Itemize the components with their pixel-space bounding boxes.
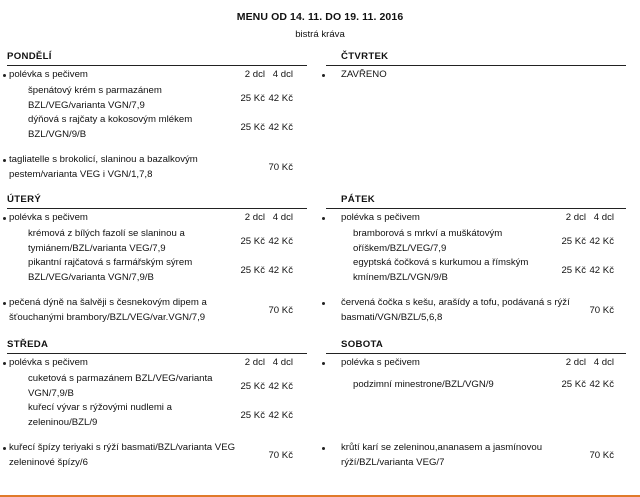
price-small: 25 Kč — [240, 122, 265, 133]
bullet-icon — [322, 74, 325, 77]
bullet-icon — [322, 362, 325, 365]
main-price: 70 Kč — [589, 305, 614, 316]
day-title-tuesday: ÚTERÝ — [7, 194, 42, 205]
price-large: 42 Kč — [268, 381, 293, 392]
size-large: 4 dcl — [272, 212, 293, 223]
size-small: 2 dcl — [244, 357, 265, 368]
soup-label: polévka s pečivem — [341, 357, 420, 368]
bullet-icon — [322, 217, 325, 220]
main-price: 70 Kč — [589, 450, 614, 461]
day-title-friday: PÁTEK — [341, 194, 376, 205]
menu-title: MENU OD 14. 11. DO 19. 11. 2016 — [236, 11, 404, 23]
item-desc-line: šťouchanými brambory/BZL/VEG/var.VGN/7,9 — [9, 312, 206, 323]
item-desc-line: tymiánem/BZL/varianta VEG/7,9 — [28, 243, 166, 254]
closed-notice: ZAVŘENO — [341, 69, 387, 80]
price-small: 25 Kč — [240, 410, 265, 421]
price-large: 42 Kč — [268, 93, 293, 104]
divider — [7, 208, 307, 209]
item-desc-line: červená čočka s kešu, arašídy a tofu, podávaná s rýží — [341, 297, 570, 308]
item-desc-line: tagliatelle s brokolicí, slaninou a bazalkovým — [9, 154, 198, 165]
main-price: 70 Kč — [268, 450, 293, 461]
soup-label: polévka s pečivem — [9, 69, 88, 80]
item-desc-line: rýží/BZL/varianta VEG/7 — [341, 457, 445, 468]
day-thursday — [326, 51, 626, 80]
day-monday — [7, 51, 307, 180]
day-wednesday — [7, 339, 307, 468]
item-desc-line: špenátový krém s parmazánem — [28, 85, 162, 96]
item-desc-line: oříškem/BZL/VEG/7,9 — [353, 243, 447, 254]
item-desc-line: podzimní minestrone/BZL/VGN/9 — [353, 379, 494, 390]
price-small: 25 Kč — [240, 236, 265, 247]
price-large: 42 Kč — [589, 236, 614, 247]
price-large: 42 Kč — [268, 410, 293, 421]
bullet-icon — [3, 217, 6, 220]
day-saturday — [326, 339, 626, 468]
item-desc-line: zeleninové špízy/6 — [9, 457, 88, 468]
price-large: 42 Kč — [268, 236, 293, 247]
day-title-wednesday: STŘEDA — [7, 339, 49, 350]
item-desc-line: BZL/VEG/varianta VGN/7,9 — [28, 100, 145, 111]
size-small: 2 dcl — [565, 212, 586, 223]
divider — [326, 353, 626, 354]
soup-label: polévka s pečivem — [9, 357, 88, 368]
restaurant-name: bistrá kráva — [295, 29, 345, 40]
size-large: 4 dcl — [593, 212, 614, 223]
size-large: 4 dcl — [593, 357, 614, 368]
bullet-icon — [3, 302, 6, 305]
item-desc-line: pečená dýně na šalvěji s česnekovým dipem a — [9, 297, 207, 308]
item-desc-line: cuketová s parmazánem BZL/VEG/varianta — [28, 373, 213, 384]
item-desc-line: pestem/varianta VEG i VGN/1,7,8 — [9, 169, 153, 180]
main-price: 70 Kč — [268, 305, 293, 316]
bullet-icon — [3, 74, 6, 77]
bullet-icon — [3, 159, 6, 162]
item-desc-line: kmínem/BZL/VGN/9/B — [353, 272, 448, 283]
divider — [326, 208, 626, 209]
divider — [326, 65, 626, 66]
size-small: 2 dcl — [244, 212, 265, 223]
size-large: 4 dcl — [272, 69, 293, 80]
main-price: 70 Kč — [268, 162, 293, 173]
item-desc-line: BZL/VEG/varianta VGN/7,9/B — [28, 272, 154, 283]
price-large: 42 Kč — [589, 379, 614, 390]
day-friday — [326, 194, 626, 323]
size-small: 2 dcl — [565, 357, 586, 368]
price-small: 25 Kč — [240, 381, 265, 392]
price-small: 25 Kč — [240, 265, 265, 276]
day-title-monday: PONDĚLÍ — [7, 51, 52, 62]
bullet-icon — [3, 362, 6, 365]
price-small: 25 Kč — [561, 265, 586, 276]
day-title-thursday: ČTVRTEK — [341, 51, 389, 62]
item-desc-line: VGN/7,9/B — [28, 388, 74, 399]
divider — [7, 65, 307, 66]
bullet-icon — [3, 447, 6, 450]
item-desc-line: krůtí karí se zeleninou,ananasem a jasmínovou — [341, 442, 543, 453]
item-desc-line: pikantní rajčatová s farmářským sýrem — [28, 257, 193, 268]
item-desc-line: egyptská čočková s kurkumou a římským — [353, 257, 529, 268]
price-large: 42 Kč — [589, 265, 614, 276]
item-desc-line: zeleninou/BZL/9 — [28, 417, 98, 428]
day-title-saturday: SOBOTA — [341, 339, 384, 350]
day-tuesday — [7, 194, 307, 323]
price-small: 25 Kč — [561, 379, 586, 390]
item-desc-line: kuřecí špízy teriyaki s rýží basmati/BZL/varianta VEG — [9, 442, 236, 453]
size-large: 4 dcl — [272, 357, 293, 368]
soup-label: polévka s pečivem — [341, 212, 420, 223]
price-small: 25 Kč — [240, 93, 265, 104]
size-small: 2 dcl — [244, 69, 265, 80]
item-desc-line: bramborová s mrkví a muškátovým — [353, 228, 503, 239]
item-desc-line: dýňová s rajčaty a kokosovým mlékem — [28, 114, 193, 125]
bullet-icon — [322, 302, 325, 305]
price-large: 42 Kč — [268, 265, 293, 276]
item-desc-line: BZL/VGN/9/B — [28, 129, 87, 140]
item-desc-line: krémová z bílých fazolí se slaninou a — [28, 228, 185, 239]
price-large: 42 Kč — [268, 122, 293, 133]
item-desc-line: basmati/VGN/BZL/5,6,8 — [341, 312, 443, 323]
bullet-icon — [322, 447, 325, 450]
price-small: 25 Kč — [561, 236, 586, 247]
item-desc-line: kuřecí vývar s rýžovými nudlemi a — [28, 402, 172, 413]
soup-label: polévka s pečivem — [9, 212, 88, 223]
divider — [7, 353, 307, 354]
